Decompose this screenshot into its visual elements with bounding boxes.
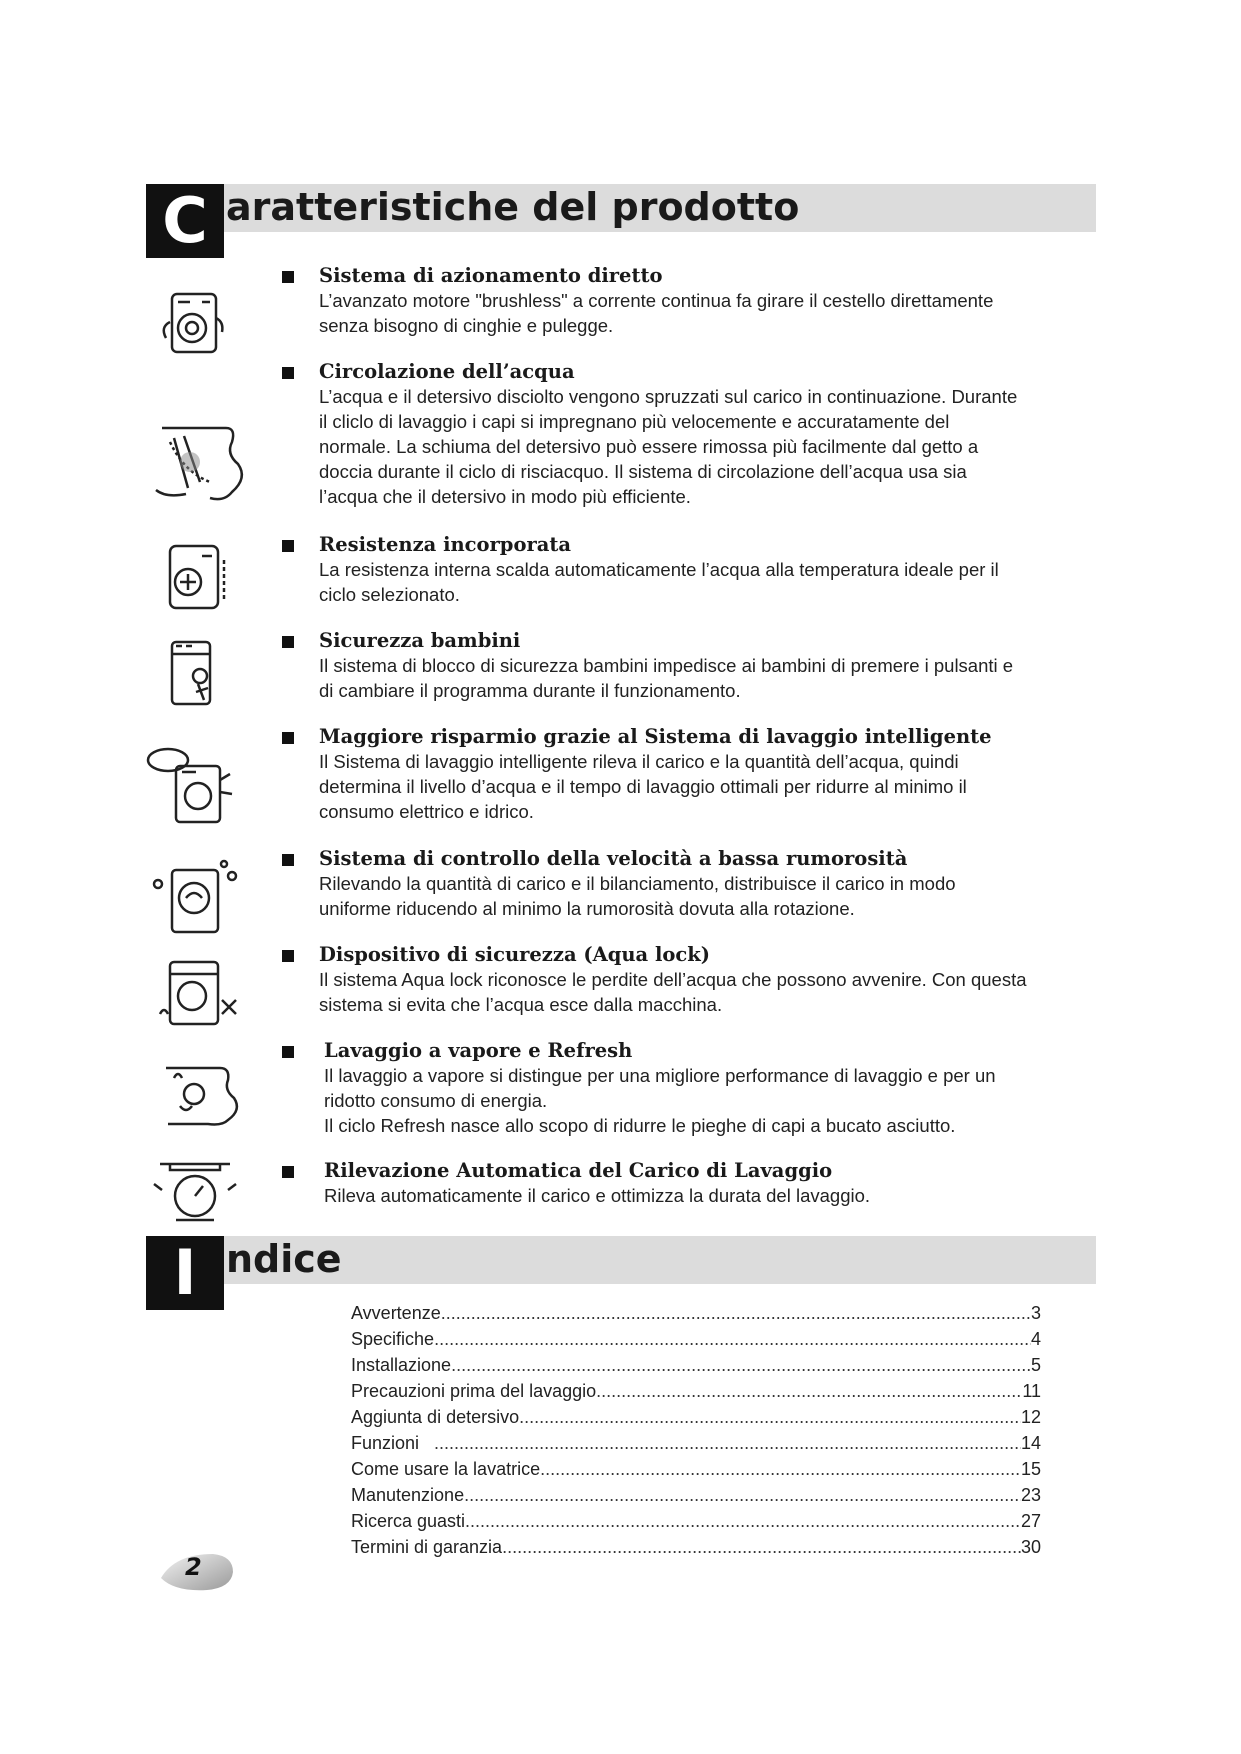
toc-entry[interactable]	[351, 1508, 1041, 1534]
toc-label: Termini di garanzia	[351, 1537, 503, 1557]
toc-page: 11	[1022, 1381, 1041, 1401]
toc-page: 30	[1020, 1537, 1041, 1557]
feature-item	[280, 943, 1105, 1017]
toc-entry[interactable]	[351, 1534, 1041, 1560]
toc-label: Aggiunta di detersivo	[351, 1407, 520, 1427]
toc-page: 5	[1030, 1355, 1041, 1375]
feature-description: Il Sistema di lavaggio intelligente rileva il carico e la quantità dell’acqua, quindi determina il livello d’acqua e il tempo di lavaggio ottimali per ridurre al minimo il consumo elettrico e idrico.	[319, 751, 967, 822]
bullet-square	[282, 732, 294, 744]
toc-entry[interactable]	[351, 1482, 1041, 1508]
feature-title: Sicurezza bambini	[319, 629, 521, 652]
toc-page: 27	[1020, 1511, 1041, 1531]
feature-description: Rilevando la quantità di carico e il bilanciamento, distribuisce il carico in modo uniforme riducendo al minimo la rumorosità dovuta alla rotazione.	[319, 873, 956, 919]
toc-page: 14	[1020, 1433, 1041, 1453]
toc-leader	[451, 1352, 1031, 1378]
toc-entry[interactable]	[351, 1404, 1041, 1430]
feature-item	[280, 360, 1105, 509]
low-noise-speed-control-icon	[140, 854, 250, 944]
toc-entry[interactable]	[351, 1430, 1041, 1456]
feature-item	[280, 1159, 1105, 1208]
toc-label: Come usare la lavatrice	[351, 1459, 541, 1479]
feature-title: Maggiore risparmio grazie al Sistema di lavaggio intelligente	[319, 725, 992, 748]
feature-description: Il sistema di blocco di sicurezza bambini impedisce ai bambini di premere i pulsanti e di cambiare il programma durante il funzionamento.	[319, 655, 1014, 701]
toc-entry[interactable]	[351, 1456, 1041, 1482]
toc-entry[interactable]	[351, 1300, 1041, 1326]
bullet-square	[282, 367, 294, 379]
steam-refresh-icon	[140, 1050, 250, 1140]
feature-description: Rileva automaticamente il carico e ottimizza la durata del lavaggio.	[324, 1185, 871, 1206]
toc-entry[interactable]	[351, 1378, 1041, 1404]
feature-item	[280, 533, 1105, 607]
bullet-square	[282, 1166, 294, 1178]
feature-title: Dispositivo di sicurezza (Aqua lock)	[319, 943, 710, 966]
toc-page: 3	[1030, 1303, 1041, 1323]
feature-title: Rilevazione Automatica del Carico di Lavaggio	[324, 1159, 833, 1182]
toc-leader	[502, 1534, 1021, 1560]
toc-leader	[434, 1326, 1031, 1352]
aqua-lock-icon	[140, 950, 250, 1040]
feature-item	[280, 629, 1105, 703]
header-bar	[223, 1236, 1096, 1284]
page-number: 2	[185, 1553, 202, 1581]
auto-load-detection-icon	[140, 1150, 250, 1240]
toc-entry[interactable]	[351, 1326, 1041, 1352]
index-section-title: ndice	[226, 1237, 342, 1281]
toc-leader	[465, 1508, 1021, 1534]
toc-leader	[464, 1482, 1021, 1508]
feature-item	[280, 847, 1105, 921]
direct-drive-motor-icon	[140, 282, 250, 372]
toc-page: 23	[1020, 1485, 1041, 1505]
toc-page: 4	[1030, 1329, 1041, 1349]
feature-item	[280, 1039, 1105, 1138]
bullet-square	[282, 1046, 294, 1058]
feature-item	[280, 264, 1105, 338]
built-in-heater-icon	[140, 536, 250, 626]
features-section-title: aratteristiche del prodotto	[226, 185, 800, 229]
header-initial-letter: C	[146, 184, 224, 258]
toc-leader	[434, 1430, 1021, 1456]
feature-item	[280, 725, 1105, 824]
feature-description: L’avanzato motore "brushless" a corrente continua fa girare il cestello direttamente senza bisogno di cinghie e pulegge.	[319, 290, 994, 336]
toc-label: Funzioni	[351, 1433, 435, 1453]
toc-leader	[441, 1300, 1031, 1326]
bullet-square	[282, 271, 294, 283]
feature-description: Il sistema Aqua lock riconosce le perdite dell’acqua che possono avvenire. Con questa sistema si evita che l’acqua esce dalla macchina.	[319, 969, 1027, 1015]
bullet-square	[282, 950, 294, 962]
feature-title: Sistema di azionamento diretto	[319, 264, 663, 287]
feature-title: Circolazione dell’acqua	[319, 360, 575, 383]
toc-page: 15	[1020, 1459, 1041, 1479]
bullet-square	[282, 636, 294, 648]
toc-page: 12	[1020, 1407, 1041, 1427]
header-initial-letter: I	[146, 1236, 224, 1310]
features-section-header	[146, 184, 1096, 258]
water-circulation-icon	[140, 420, 250, 510]
child-lock-icon	[140, 632, 250, 722]
index-section-header	[146, 1236, 1096, 1310]
intelligent-wash-icon	[136, 740, 246, 830]
toc-entry[interactable]	[351, 1352, 1041, 1378]
toc-label: Specifiche	[351, 1329, 435, 1349]
toc-leader	[540, 1456, 1021, 1482]
bullet-square	[282, 854, 294, 866]
toc-label: Ricerca guasti	[351, 1511, 466, 1531]
toc-leader	[596, 1378, 1022, 1404]
toc-label: Installazione	[351, 1355, 452, 1375]
bullet-square	[282, 540, 294, 552]
feature-description: Il lavaggio a vapore si distingue per una migliore performance di lavaggio e per un ridotto consumo di energia. Il ciclo Refresh nasce allo scopo di ridurre le pieghe di capi a bucato asciutto.	[324, 1065, 996, 1136]
feature-title: Sistema di controllo della velocità a bassa rumorosità	[319, 847, 908, 870]
table-of-contents	[351, 1300, 1041, 1560]
toc-label: Manutenzione	[351, 1485, 465, 1505]
toc-label: Precauzioni prima del lavaggio	[351, 1381, 597, 1401]
toc-label: Avvertenze	[351, 1303, 441, 1323]
feature-title: Lavaggio a vapore e Refresh	[324, 1039, 633, 1062]
feature-title: Resistenza incorporata	[319, 533, 571, 556]
feature-description: L’acqua e il detersivo disciolto vengono spruzzati sul carico in continuazione. Durante il cliclo di lavaggio i capi si impregnano più velocemente e accuratamente del normale. La schiuma del detersivo può essere rimossa più facilmente dal getto a doccia durante il ciclo di risciacquo. Il sistema di circolazione dell’acqua usa sia l’acqua che il detersivo in modo più efficiente.	[319, 386, 1018, 507]
feature-description: La resistenza interna scalda automaticamente l’acqua alla temperatura ideale per il ciclo selezionato.	[319, 559, 999, 605]
toc-leader	[519, 1404, 1021, 1430]
